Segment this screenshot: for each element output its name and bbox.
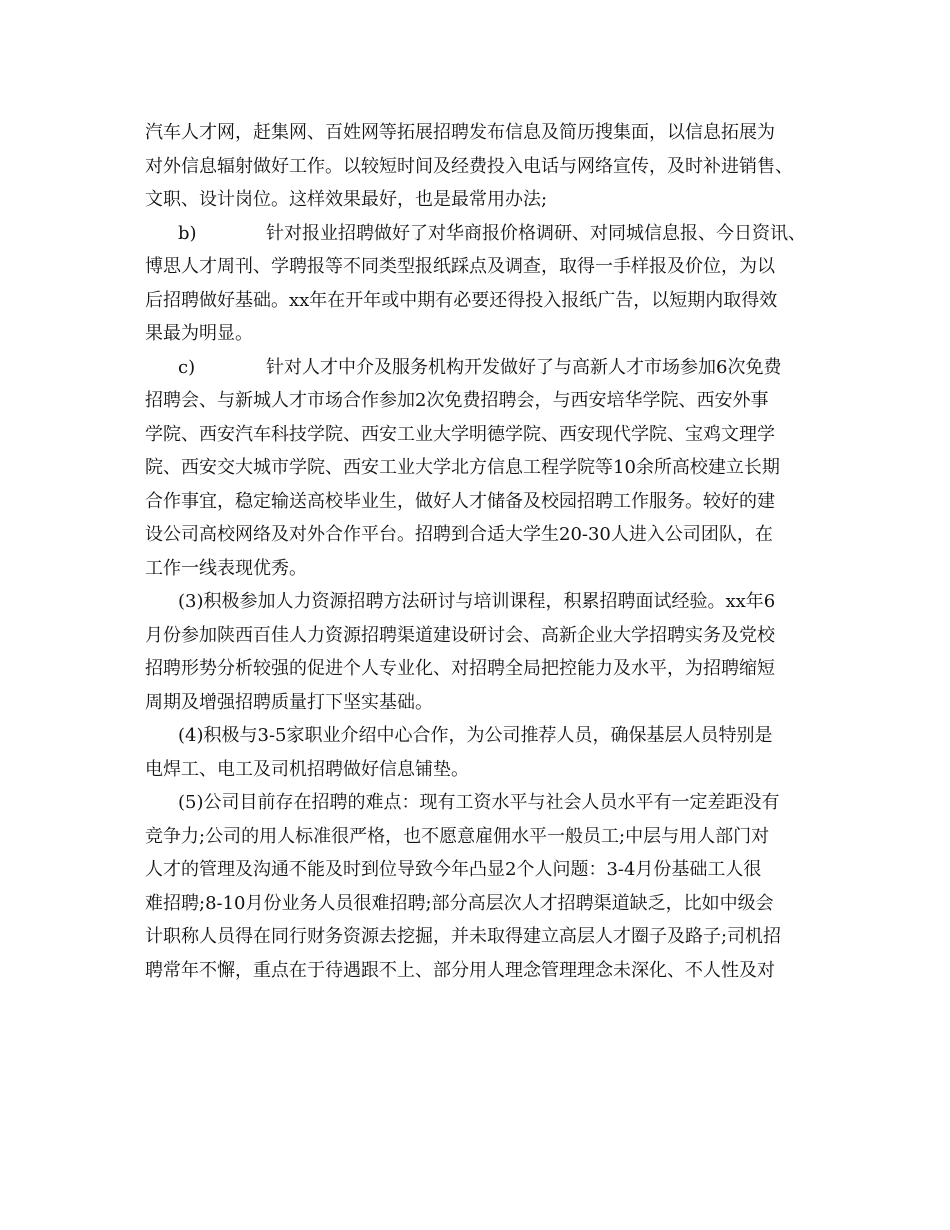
text-line: 计职称人员得在同行财务资源去挖掘，并未取得建立高层人才圈子及路子;司机招 xyxy=(145,926,782,947)
text-line: 果最为明显。 xyxy=(145,323,253,344)
text-line: 电焊工、电工及司机招聘做好信息铺垫。 xyxy=(145,758,469,780)
text-line: 后招聘做好基础。xx年在开年或中期有必要还得投入报纸广告，以短期内取得效 xyxy=(145,289,778,311)
text-line: 院、西安交大城市学院、西安工业大学北方信息工程学院等10余所高校建立长期 xyxy=(145,457,780,478)
text-line: 难招聘;8-10月份业务人员很难招聘;部分高层次人才招聘渠道缺乏，比如中级会 xyxy=(145,892,774,914)
text-line: 汽车人才网，赶集网、百姓网等拓展招聘发布信息及简历搜集面，以信息拓展为 xyxy=(145,122,775,143)
list-item-b-line xyxy=(145,217,825,251)
text-line: 聘常年不懈，重点在于待遇跟不上、部分用人理念管理理念未深化、不人性及对 xyxy=(145,959,775,981)
text-line: 合作事宜，稳定输送高校毕业生，做好人才储备及校园招聘工作服务。较好的建 xyxy=(145,490,775,512)
list-marker-b: b) xyxy=(178,222,197,244)
paragraph-3-line: (3)积极参加人力资源招聘方法研讨与培训课程，积累招聘面试经验。xx年6 xyxy=(178,591,776,612)
list-marker-c: c) xyxy=(178,356,196,378)
text-line: 针对报业招聘做好了对华商报价格调研、对同城信息报、今日资讯、 xyxy=(266,222,806,244)
text-line: 招聘形势分析较强的促进个人专业化、对招聘全局把控能力及水平，为招聘缩短 xyxy=(145,658,775,679)
text-line: 设公司高校网络及对外合作平台。招聘到合适大学生20-30人进入公司团队，在 xyxy=(145,524,773,545)
paragraph-5-line: (5)公司目前存在招聘的难点：现有工资水平与社会人员水平有一定差距没有 xyxy=(178,792,780,813)
text-line: 招聘会、与新城人才市场合作参加2次免费招聘会，与西安培华学院、西安外事 xyxy=(145,390,769,411)
text-line: 针对人才中介及服务机构开发做好了与高新人才市场参加6次免费 xyxy=(266,356,782,378)
text-line: 人才的管理及沟通不能及时到位导致今年凸显2个人问题：3-4月份基础工人很 xyxy=(145,859,762,880)
text-line: 竞争力;公司的用人标准很严格，也不愿意雇佣水平一般员工;中层与用人部门对 xyxy=(145,825,770,847)
text-line: 文职、设计岗位。这样效果最好，也是最常用办法; xyxy=(145,189,548,210)
text-line: 学院、西安汽车科技学院、西安工业大学明德学院、西安现代学院、宝鸡文理学 xyxy=(145,423,775,445)
text-line: 博思人才周刊、学聘报等不同类型报纸踩点及调查，取得一手样报及价位，为以 xyxy=(145,256,775,277)
list-item-c-line xyxy=(145,351,825,385)
text-line: 周期及增强招聘质量打下坚实基础。 xyxy=(145,691,433,713)
text-line: 工作一线表现优秀。 xyxy=(145,557,307,579)
text-line: 对外信息辐射做好工作。以较短时间及经费投入电话与网络宣传，及时补进销售、 xyxy=(145,155,793,177)
document-body xyxy=(145,116,825,987)
text-line: 月份参加陕西百佳人力资源招聘渠道建设研讨会、高新企业大学招聘实务及党校 xyxy=(145,624,775,646)
paragraph-4-line: (4)积极与3-5家职业介绍中心合作，为公司推荐人员，确保基层人员特别是 xyxy=(178,725,773,746)
